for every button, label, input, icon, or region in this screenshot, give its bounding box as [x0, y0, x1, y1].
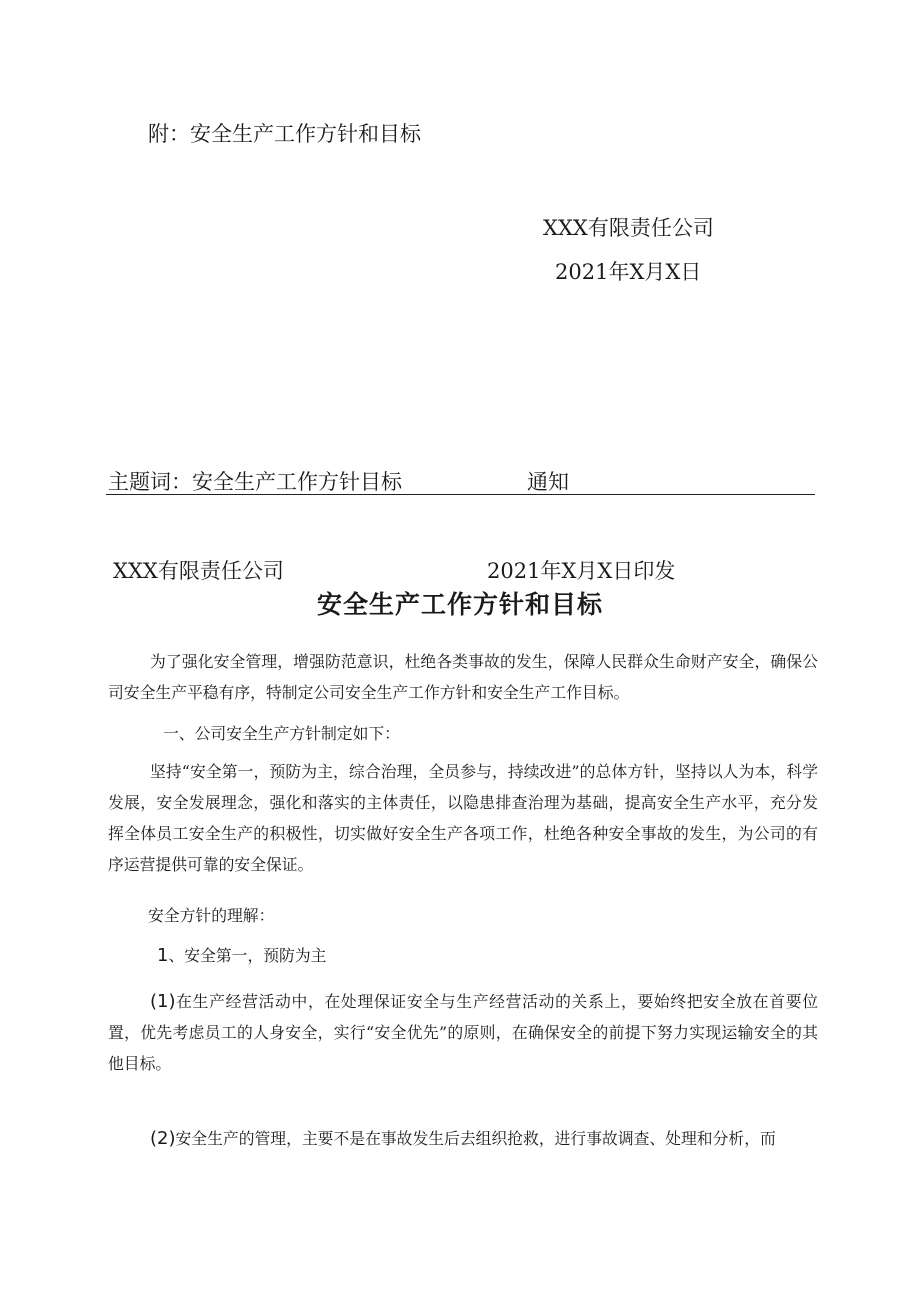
sub1-text: 在生产经营活动中，在处理保证安全与生产经营活动的关系上，要始终把安全放在首要位置，优先考虑员工的人身安全，实行“安全优先”的原则，在确保安全的前提下努力实现运输安全的其他目标。	[108, 992, 818, 1073]
section1-heading: 一、公司安全生产方针制定如下：	[163, 724, 400, 743]
intro-paragraph: 为了强化安全管理，增强防范意识，杜绝各类事故的发生，保障人民群众生命财产安全，确保公司安全生产平稳有序，特制定公司安全生产工作方针和安全生产工作目标。	[108, 652, 818, 702]
issuer-name: XXX有限责任公司	[113, 559, 284, 583]
item1-heading	[157, 940, 817, 971]
issue-date: 2021年X月X日印发	[487, 559, 676, 583]
sub1-number: (1)	[150, 991, 176, 1012]
item1-number: 1	[157, 945, 169, 966]
sub2-text: 安全生产的管理，主要不是在事故发生后去组织抢救，进行事故调查、处理和分析，而	[175, 1129, 776, 1148]
subject-keywords-tail: 通知	[527, 470, 569, 494]
company-name: XXX有限责任公司	[543, 216, 714, 240]
sub1-paragraph	[108, 986, 818, 1079]
subject-keywords: 主题词：安全生产工作方针目标	[108, 470, 402, 494]
policy-paragraph: 坚持“安全第一，预防为主，综合治理，全员参与，持续改进”的总体方针，坚持以人为本，科学发展，安全发展理念，强化和落实的主体责任，以隐患排查治理为基础，提高安全生产水平，充分发挥全体员工安全生产的积极性，切实做好安全生产各项工作，杜绝各种安全事故的发生，为公司的有序运营提供可靠的安全保证。	[108, 762, 818, 874]
document-title: 安全生产工作方针和目标	[316, 590, 603, 619]
item1-text: 、安全第一，预防为主	[168, 946, 327, 965]
document-date: 2021年X月X日	[555, 260, 702, 284]
understanding-heading: 安全方针的理解：	[148, 906, 275, 925]
attachment-line: 附：安全生产工作方针和目标	[148, 122, 421, 146]
divider-line	[106, 494, 815, 495]
sub2-paragraph	[108, 1123, 818, 1154]
sub2-number: (2)	[150, 1128, 176, 1149]
